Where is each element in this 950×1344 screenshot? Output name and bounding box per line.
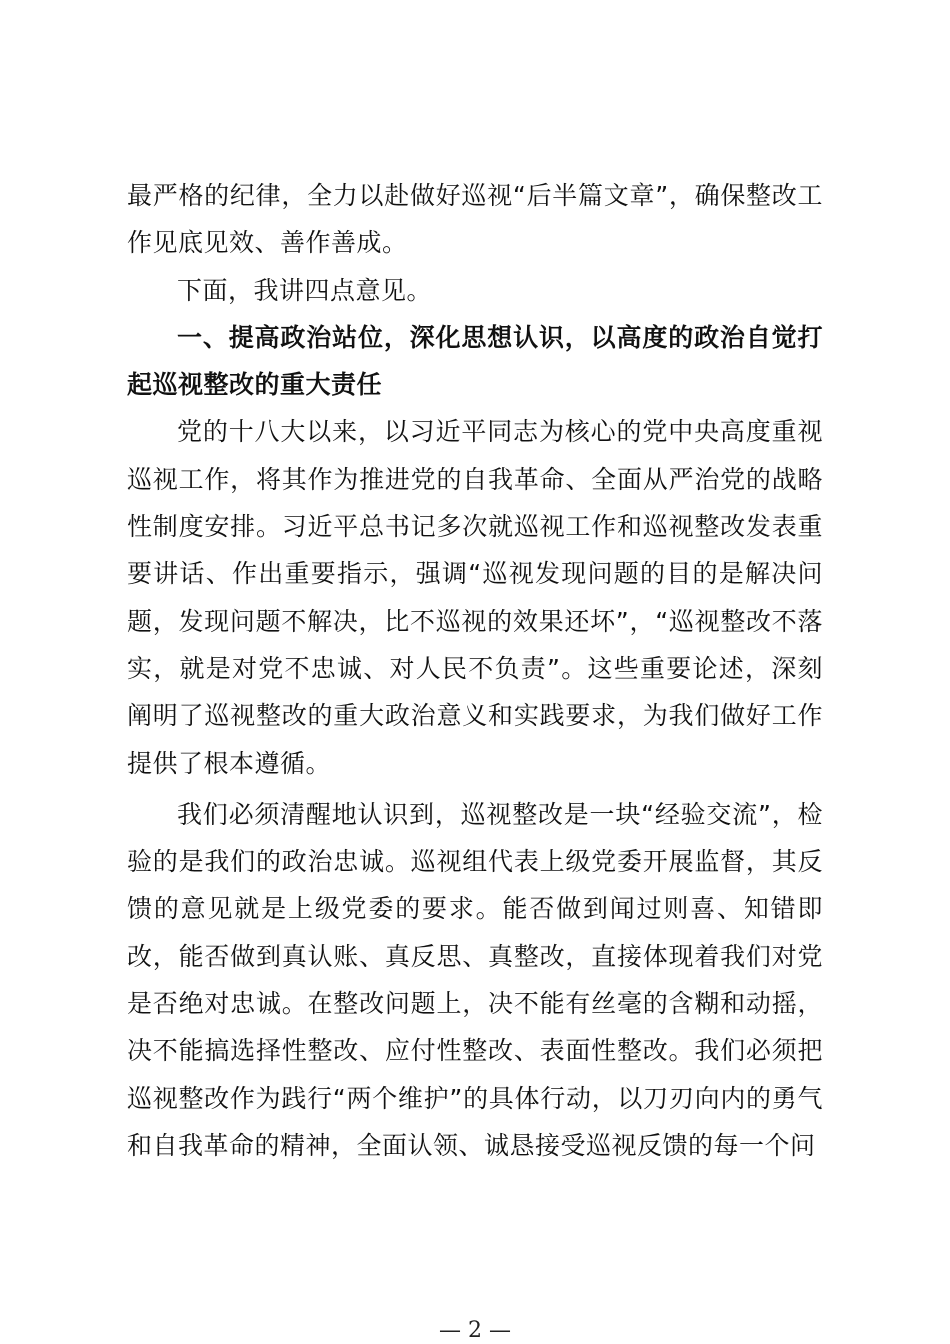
paragraph-body-1: 党的十八大以来，以习近平同志为核心的党中央高度重视巡视工作，将其作为推进党的自我革命、全面从严治党的战略性制度安排。习近平总书记多次就巡视工作和巡视整改发表重要讲话、作出重要指示，强调“巡视发现问题的目的是解决问题，发现问题不解决，比不巡视的效果还坏”，“巡视整改不落实，就是对党不忠诚、对人民不负责”。这些重要论述，深刻阐明了巡视整改的重大政治意义和实践要求，为我们做好工作提供了根本遵循。 [127, 417, 823, 778]
page-number: — 2 — [439, 1318, 511, 1343]
paragraph-body-2: 我们必须清醒地认识到，巡视整改是一块“经验交流”，检验的是我们的政治忠诚。巡视组代表上级党委开展监督，其反馈的意见就是上级党委的要求。能否做到闻过则喜、知错即改，能否做到真认账、真反思、真整改，直接体现着我们对党是否绝对忠诚。在整改问题上，决不能有丝毫的含糊和动摇，决不能搞选择性整改、应付性整改、表面性整改。我们必须把巡视整改作为践行“两个维护”的具体行动，以刀刃向内的勇气和自我革命的精神，全面认领、诚恳接受巡视反馈的每一个问 [127, 799, 823, 1160]
document-body [127, 172, 823, 1169]
section-heading-one: 一、提高政治站位，深化思想认识，以高度的政治自觉打起巡视整改的重大责任 [127, 322, 823, 400]
paragraph-intro: 下面，我讲四点意见。 [177, 275, 433, 305]
paragraph-continuation: 最严格的纪律，全力以赴做好巡视“后半篇文章”，确保整改工作见底见效、善作善成。 [127, 181, 823, 258]
